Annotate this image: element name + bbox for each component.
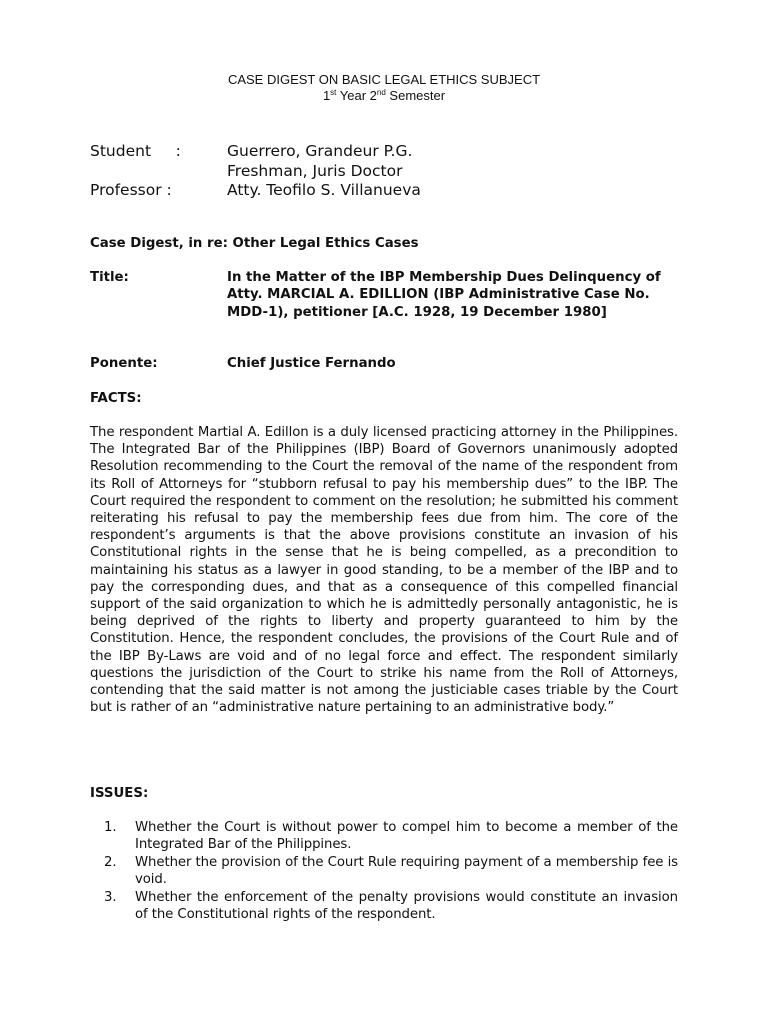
student-status: Freshman, Juris Doctor [227,161,403,180]
professor-name: Atty. Teofilo S. Villanueva [227,181,421,199]
issue-number: 2. [104,854,117,870]
student-label: Student : [90,142,181,160]
issue-item [90,819,678,854]
ponente-label: Ponente: [90,356,158,371]
issue-item [90,889,678,924]
semester-line [0,88,768,104]
document-title: CASE DIGEST ON BASIC LEGAL ETHICS SUBJECT [227,72,541,87]
issue-number: 3. [104,889,117,905]
facts-body: The respondent Martial A. Edillon is a duly licensed practicing attorney in the Philippines. The Integrated Bar of the Philippines (IBP) Board of Governors unanimously adopted Resolution recommending to the Court the removal of the name of the respondent from its Roll of Attorneys for “stubborn refusal to pay his membership dues” to the IBP. The Court required the respondent to comment on the resolution; he submitted his comment reiterating his refusal to pay the membership fees due from him. The core of the respondent’s arguments is that the above provisions constitute an invasion of his Constitutional rights in the sense that he is being compelled, as a precondition to maintaining his status as a lawyer in good standing, to be a member of the IBP and to pay the corresponding dues, and that as a consequence of this compelled financial support of the said organization to which he is admittedly personally antagonistic, he is being deprived of the rights to liberty and property guaranteed to him by the Constitution. Hence, the respondent concludes, the provisions of the Court Rule and of the IBP By-Laws are void and of no legal force and effect. The respondent similarly questions the jurisdiction of the Court to strike his name from the Roll of Attorneys, contending that the said matter is not among the justiciable cases triable by the Court but is rather of an “administrative nature pertaining to an administrative body.” [90,425,678,716]
year-number: 1 [322,88,331,103]
issue-item [90,854,678,889]
year-ordinal: st [330,88,337,97]
issues-list [90,819,678,923]
title-label: Title: [90,270,129,285]
semester-number: 2 [369,88,377,103]
ponente-value: Chief Justice Fernando [227,356,396,371]
semester-ordinal: nd [376,88,386,97]
issue-text: Whether the Court is without power to compel him to become a member of the Integrated Bar of the Philippines. [135,820,678,853]
semester-word: Semester [385,88,446,103]
facts-heading: FACTS: [90,391,142,406]
student-name: Guerrero, Grandeur P.G. [227,142,413,160]
title-value: In the Matter of the IBP Membership Dues Delinquency of Atty. MARCIAL A. EDILLION (IBP Administrative Case No. MDD-1), petitioner [A.C. 1928, 19 December 1980] [227,270,661,320]
issue-number: 1. [104,820,117,835]
case-digest-heading: Case Digest, in re: Other Legal Ethics Cases [90,236,419,251]
issue-text: Whether the provision of the Court Rule requiring payment of a membership fee is void. [135,854,678,888]
issues-heading: ISSUES: [90,786,149,801]
year-word: Year [336,88,370,103]
issue-text: Whether the enforcement of the penalty provisions would constitute an invasion of the Constitutional rights of the respondent. [135,889,678,923]
document-header [0,72,768,104]
professor-label: Professor : [90,181,172,199]
